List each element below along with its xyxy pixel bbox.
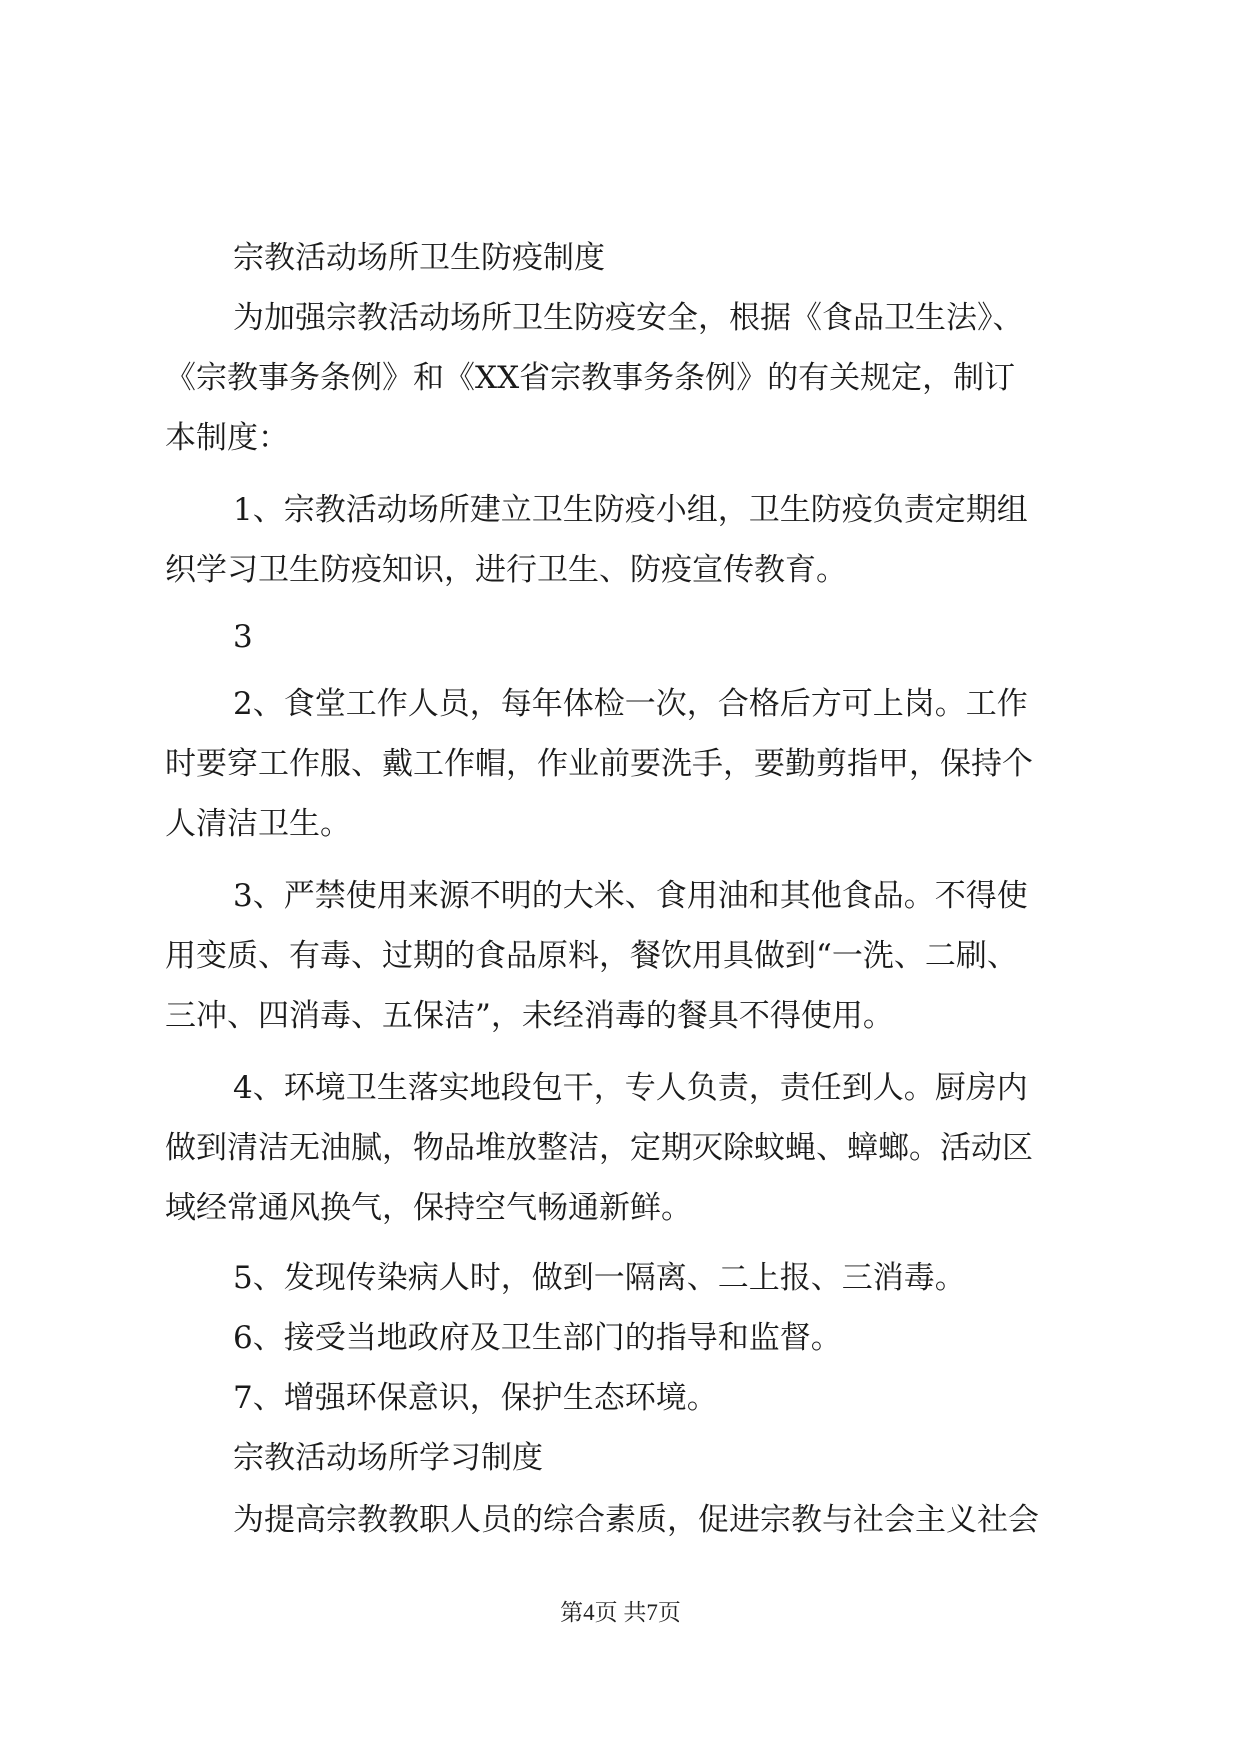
paragraph-line: 4、环境卫生落实地段包干，专人负责，责任到人。厨房内 <box>233 1070 1028 1106</box>
paragraph-line: 3、严禁使用来源不明的大米、食用油和其他食品。不得使 <box>233 878 1028 914</box>
paragraph-line: 域经常通风换气，保持空气畅通新鲜。 <box>165 1190 692 1226</box>
section-title-study: 宗教活动场所学习制度 <box>233 1440 543 1476</box>
paragraph-line: 做到清洁无油腻，物品堆放整洁，定期灭除蚊蝇、蟑螂。活动区 <box>165 1130 1033 1166</box>
paragraph-line: 6、接受当地政府及卫生部门的指导和监督。 <box>233 1320 842 1356</box>
paragraph-line: 用变质、有毒、过期的食品原料，餐饮用具做到“一洗、二刷、 <box>165 938 1018 974</box>
paragraph-line: 3 <box>233 619 253 655</box>
page-number: 第4页 共7页 <box>560 1600 681 1625</box>
paragraph-line: 1、宗教活动场所建立卫生防疫小组，卫生防疫负责定期组 <box>233 492 1028 528</box>
paragraph-line: 织学习卫生防疫知识，进行卫生、防疫宣传教育。 <box>165 552 847 588</box>
paragraph-line: 三冲、四消毒、五保洁”，未经消毒的餐具不得使用。 <box>165 998 894 1034</box>
paragraph-line: 《宗教事务条例》和《XX省宗教事务条例》的有关规定，制订 <box>165 360 1016 396</box>
paragraph-line: 5、发现传染病人时，做到一隔离、二上报、三消毒。 <box>233 1260 966 1296</box>
paragraph-line: 人清洁卫生。 <box>165 806 351 842</box>
paragraph-line: 2、食堂工作人员，每年体检一次，合格后方可上岗。工作 <box>233 686 1028 722</box>
paragraph-line: 为加强宗教活动场所卫生防疫安全，根据《食品卫生法》、 <box>233 300 1024 336</box>
paragraph-line: 时要穿工作服、戴工作帽，作业前要洗手，要勤剪指甲，保持个 <box>165 746 1033 782</box>
paragraph-line: 本制度： <box>165 420 289 456</box>
section-title-hygiene: 宗教活动场所卫生防疫制度 <box>233 240 605 276</box>
paragraph-line: 为提高宗教教职人员的综合素质，促进宗教与社会主义社会 <box>233 1502 1039 1538</box>
paragraph-line: 7、增强环保意识，保护生态环境。 <box>233 1380 718 1416</box>
